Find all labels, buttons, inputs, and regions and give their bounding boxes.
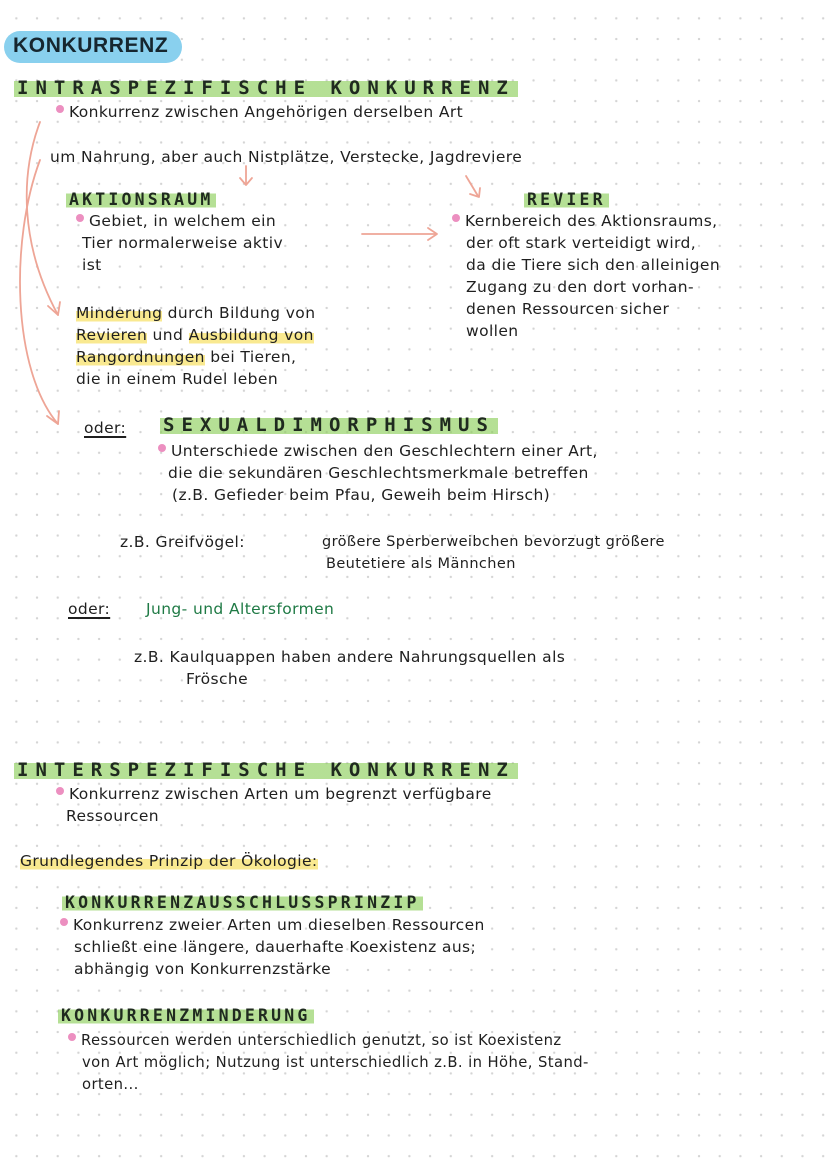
bullet-icon	[56, 787, 64, 795]
minderung-text: Minderung durch Bildung von Revieren und Ausbildung von Rangordnungen bei Tieren, die in einem Rudel leben	[76, 304, 316, 388]
jung-heading: Jung- und Altersformen	[146, 600, 335, 618]
konkurrenzminderung-text: Ressourcen werden unterschiedlich genutzt, so ist Koexistenz von Art möglich; Nutzung ist unterschiedlich z.B. in Höhe, Stand- orten...	[68, 1030, 589, 1096]
intra-heading: INTRASPEZIFISCHE KONKURRENZ	[14, 77, 518, 99]
arrow-left-curve-lower	[20, 160, 58, 424]
bullet-icon	[60, 918, 68, 926]
arrow-down-revier	[466, 176, 478, 196]
ausschluss-text: Konkurrenz zweier Arten um dieselben Ressourcen schließt eine längere, dauerhafte Koexistenz aus; abhängig von Konkurrenzstärke	[60, 914, 485, 980]
bullet-icon	[76, 214, 84, 222]
intra-resources-line: um Nahrung, aber auch Nistplätze, Verstecke, Jagdreviere	[50, 148, 523, 166]
sexual-prefix: oder:	[84, 419, 127, 437]
ausschluss-heading: KONKURRENZAUSSCHLUSSPRINZIP	[62, 893, 423, 912]
aktionsraum-heading: AKTIONSRAUM	[66, 190, 216, 209]
revier-heading: REVIER	[524, 190, 609, 209]
sexual-heading: SEXUALDIMORPHISMUS	[160, 414, 498, 436]
aktionsraum-text: Gebiet, in welchem ein Tier normalerweise aktiv ist	[76, 210, 283, 276]
bullet-icon	[68, 1033, 76, 1041]
jung-example: z.B. Kaulquappen haben andere Nahrungsquellen als Frösche	[134, 648, 566, 688]
page-title: KONKURRENZ	[13, 34, 169, 57]
bullet-icon	[452, 214, 460, 222]
inter-definition: Konkurrenz zwischen Arten um begrenzt verfügbare Ressourcen	[56, 783, 492, 827]
inter-principle: Grundlegendes Prinzip der Ökologie:	[20, 852, 318, 870]
sexual-example-text: größere Sperberweibchen bevorzugt größere Beutetiere als Männchen	[322, 534, 665, 572]
konkurrenzminderung-heading: KONKURRENZMINDERUNG	[58, 1006, 314, 1025]
bullet-icon	[56, 105, 64, 113]
jung-prefix: oder:	[68, 600, 111, 618]
bullet-icon	[158, 444, 166, 452]
intra-definition: Konkurrenz zwischen Angehörigen derselben Art	[56, 101, 463, 123]
sexual-example-prefix: z.B. Greifvögel:	[120, 533, 245, 551]
sexual-text: Unterschiede zwischen den Geschlechtern einer Art, die die sekundären Geschlechtsmerkmale betreffen (z.B. Gefieder beim Pfau, Geweih beim Hirsch)	[158, 440, 598, 506]
revier-text: Kernbereich des Aktionsraums, der oft stark verteidigt wird, da die Tiere sich den alleinigen Zugang zu den dort vorhan- denen Ressourcen sicher wollen	[452, 210, 720, 342]
inter-heading: INTERSPEZIFISCHE KONKURRENZ	[14, 759, 518, 781]
